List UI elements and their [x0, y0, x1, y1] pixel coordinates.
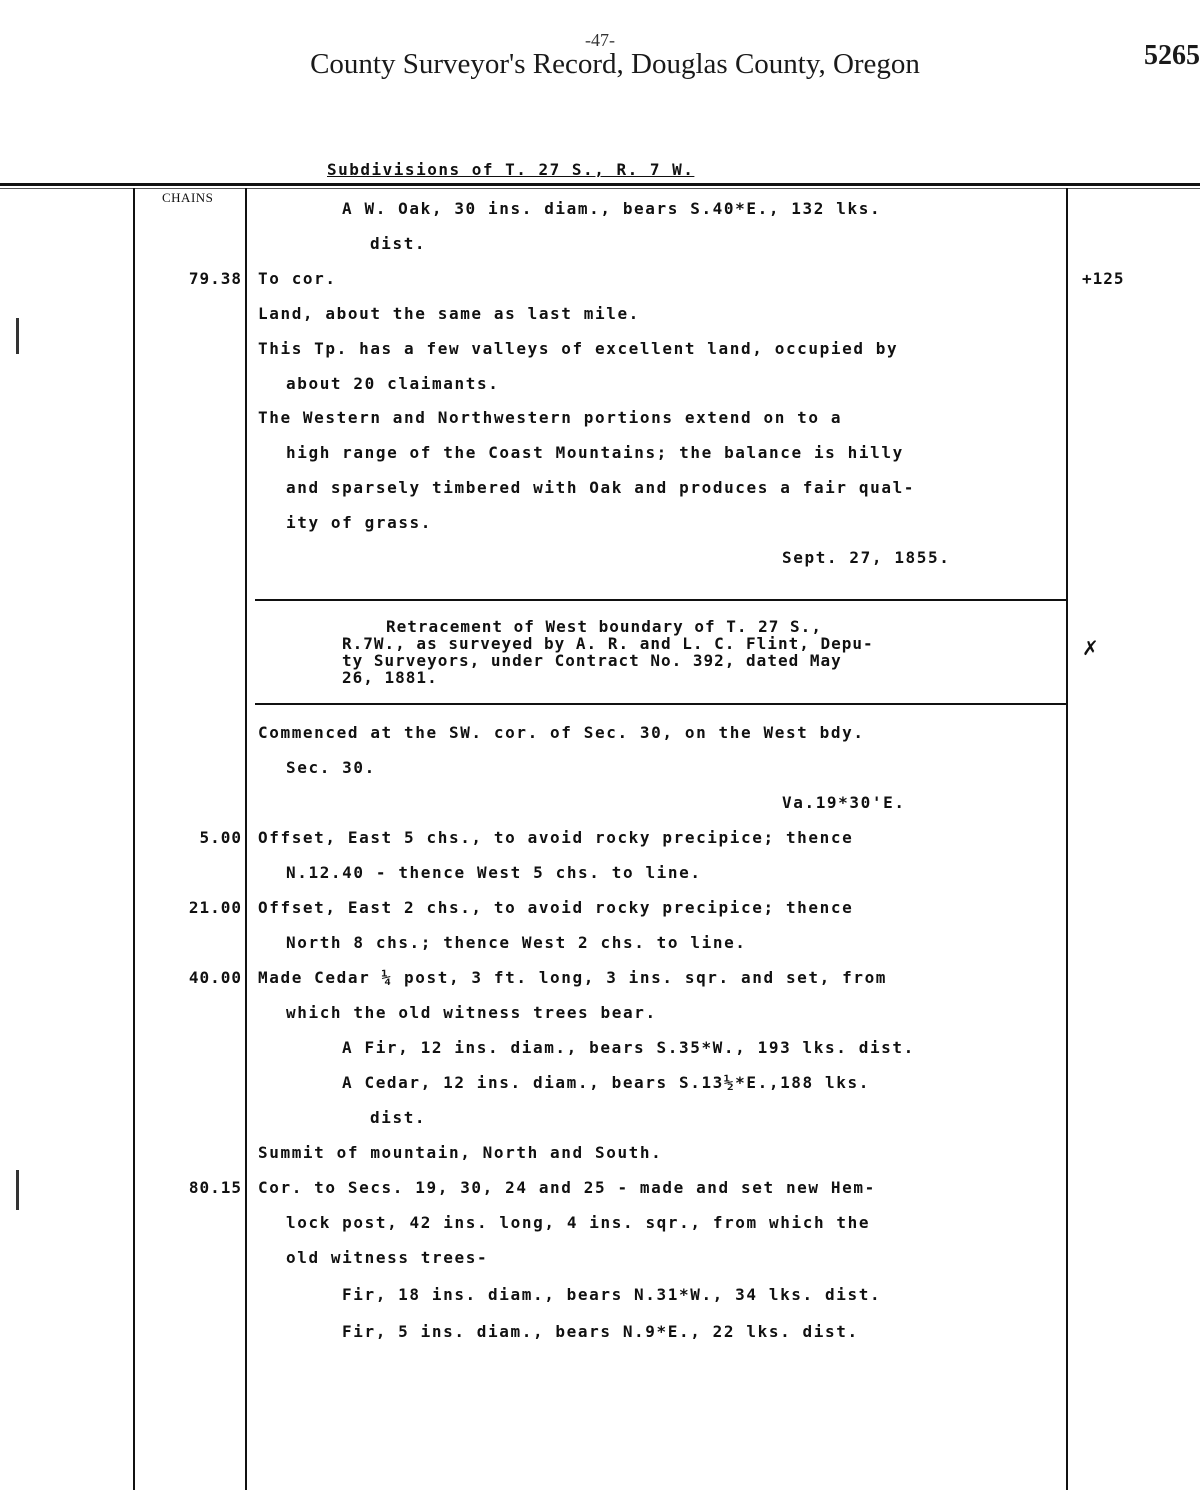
entry-line: Offset, East 2 chs., to avoid rocky precipice; thence — [258, 898, 854, 917]
chains-column-header: CHAINS — [162, 190, 214, 205]
entry-line: ity of grass. — [286, 513, 433, 532]
page-number: 5265 — [1144, 40, 1200, 71]
entry-line: and sparsely timbered with Oak and produces a fair qual- — [286, 478, 916, 497]
entry-line: Made Cedar ¼ post, 3 ft. long, 3 ins. sqr. and set, from — [258, 968, 888, 987]
entry-line: North 8 chs.; thence West 2 chs. to line. — [286, 933, 747, 952]
entry-line: about 20 claimants. — [286, 374, 500, 393]
margin-note: +125 — [1082, 269, 1125, 288]
entry-line: Cor. to Secs. 19, 30, 24 and 25 - made and set new Hem- — [258, 1178, 876, 1197]
chain-distance: 40.00 — [188, 968, 242, 987]
entry-line: high range of the Coast Mountains; the balance is hilly — [286, 443, 904, 462]
retracement-line: Retracement of West boundary of T. 27 S., — [386, 617, 822, 636]
header-rule-thin — [0, 188, 1200, 189]
check-mark: ✗ — [1082, 636, 1099, 660]
right-margin-rule — [1066, 188, 1068, 1490]
entry-line: The Western and Northwestern portions extend on to a — [258, 408, 843, 427]
chain-distance: 21.00 — [188, 898, 242, 917]
entry-line: A W. Oak, 30 ins. diam., bears S.40*E., 132 lks. — [342, 199, 882, 218]
entry-line: N.12.40 - thence West 5 chs. to line. — [286, 863, 702, 882]
header-rule — [0, 183, 1200, 186]
entry-line: This Tp. has a few valleys of excellent land, occupied by — [258, 339, 899, 358]
variation-note: Va.19*30'E. — [782, 793, 906, 812]
entry-line: dist. — [370, 234, 427, 253]
chains-column-rule — [245, 188, 247, 1490]
entry-line: A Fir, 12 ins. diam., bears S.35*W., 193 lks. dist. — [342, 1038, 915, 1057]
entry-line: lock post, 42 ins. long, 4 ins. sqr., from which the — [286, 1213, 871, 1232]
entry-line: Commenced at the SW. cor. of Sec. 30, on the West bdy. — [258, 723, 865, 742]
record-title: County Surveyor's Record, Douglas County, Oregon — [310, 48, 920, 80]
margin-bracket-mark — [16, 1170, 19, 1210]
chain-distance: 80.15 — [188, 1178, 242, 1197]
entry-line: To cor. — [258, 269, 337, 288]
retracement-caption — [342, 618, 1062, 686]
entry-line: which the old witness trees bear. — [286, 1003, 657, 1022]
entry-line: Sec. 30. — [286, 758, 376, 777]
entry-line: Fir, 18 ins. diam., bears N.31*W., 34 lks. dist. — [342, 1285, 882, 1304]
entry-line: Summit of mountain, North and South. — [258, 1143, 663, 1162]
chain-distance: 5.00 — [199, 828, 242, 847]
retracement-line: ty Surveyors, under Contract No. 392, dated May — [342, 651, 842, 670]
folio-number: -47- — [585, 30, 615, 50]
entry-date: Sept. 27, 1855. — [782, 548, 951, 567]
left-column-rule — [133, 188, 135, 1490]
retracement-line: 26, 1881. — [342, 668, 438, 687]
entry-line: dist. — [370, 1108, 427, 1127]
entry-line: A Cedar, 12 ins. diam., bears S.13½*E.,188 lks. — [342, 1073, 870, 1092]
entry-line: old witness trees- — [286, 1248, 489, 1267]
chain-distance: 79.38 — [188, 269, 242, 288]
retracement-bottom-rule — [255, 703, 1066, 705]
entry-line: Land, about the same as last mile. — [258, 304, 640, 323]
margin-bracket-mark — [16, 318, 19, 354]
entry-line: Fir, 5 ins. diam., bears N.9*E., 22 lks. dist. — [342, 1322, 859, 1341]
subdivision-heading: Subdivisions of T. 27 S., R. 7 W. — [327, 160, 695, 179]
retracement-line: R.7W., as surveyed by A. R. and L. C. Flint, Depu- — [342, 634, 874, 653]
entry-line: Offset, East 5 chs., to avoid rocky precipice; thence — [258, 828, 854, 847]
retracement-top-rule — [255, 599, 1066, 601]
